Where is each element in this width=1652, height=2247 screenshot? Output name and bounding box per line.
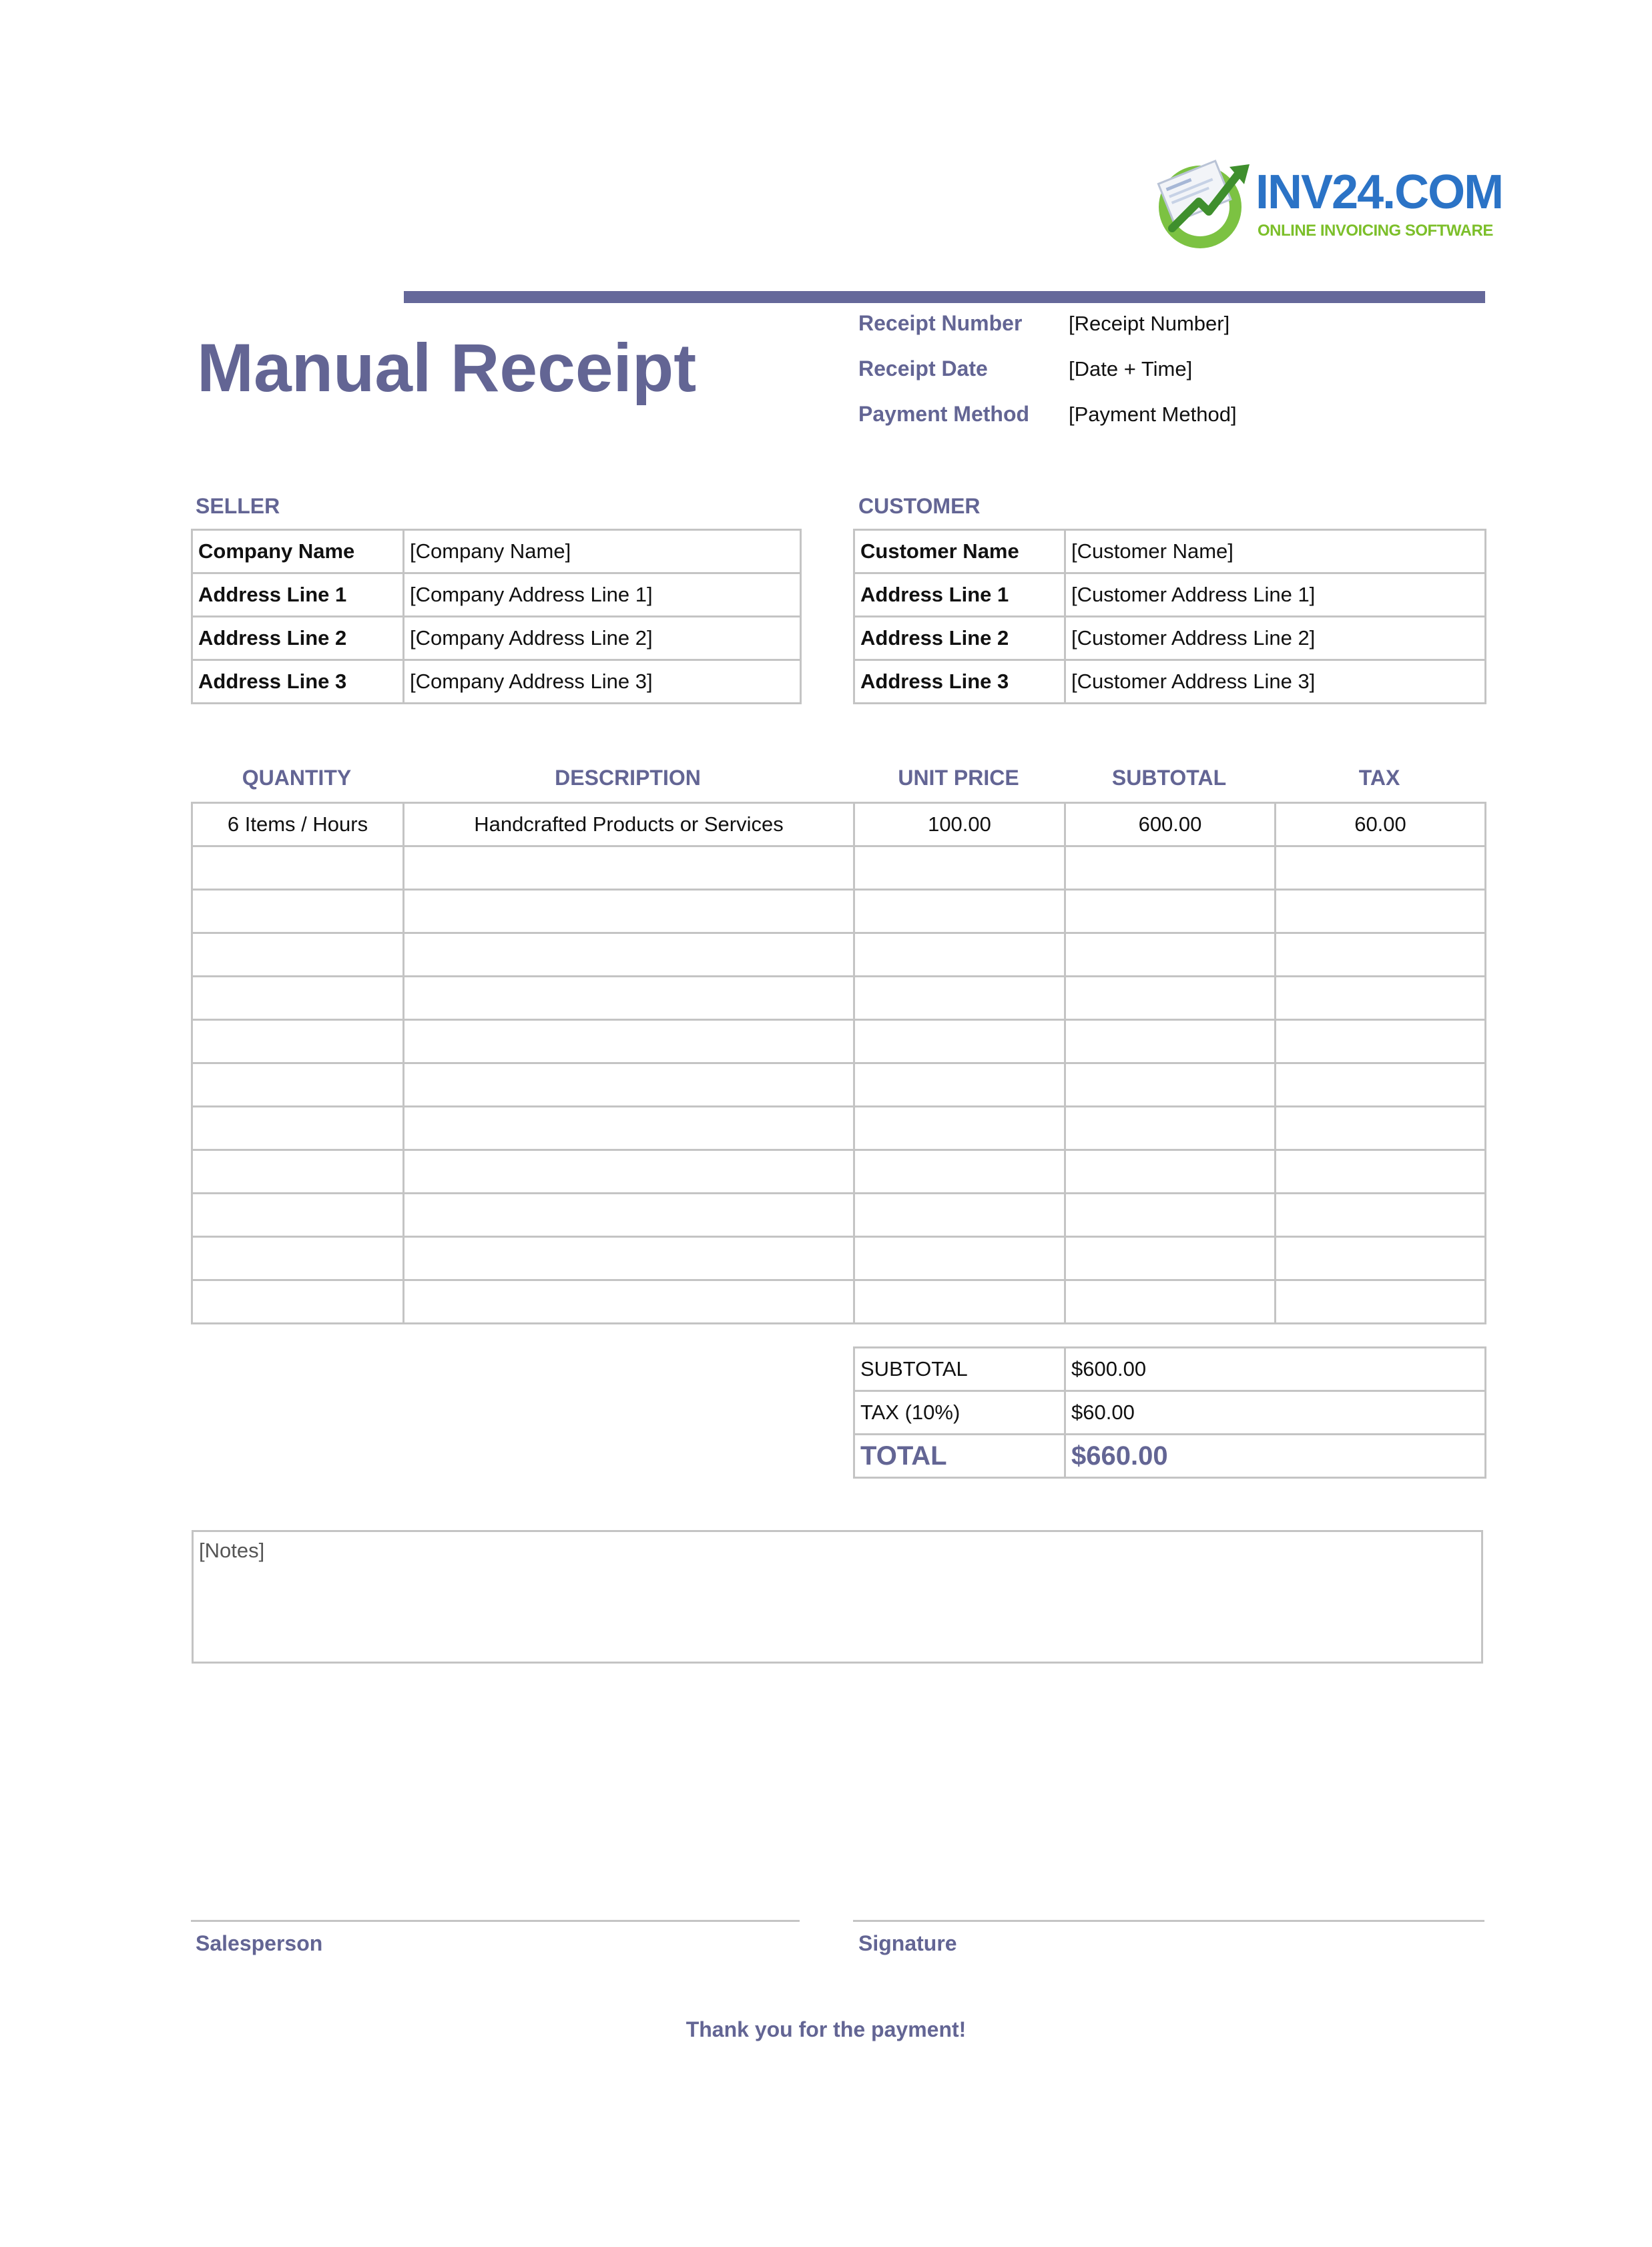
cell-unit-price [854, 890, 1065, 933]
cell-tax [1276, 933, 1486, 977]
signature-label: Signature [858, 1931, 957, 1955]
receipt-number-label: Receipt Number [858, 311, 1023, 335]
total-value: $660.00 [1065, 1435, 1486, 1478]
cell-tax [1276, 890, 1486, 933]
customer-name-label: Customer Name [854, 530, 1065, 573]
column-header-tax: TAX [1358, 766, 1400, 790]
cell-unit-price [854, 1194, 1065, 1237]
cell-quantity [192, 890, 404, 933]
table-row [192, 1150, 1486, 1194]
customer-address-1-label: Address Line 1 [854, 573, 1065, 617]
total-row [854, 1435, 1486, 1478]
payment-method-value: [Payment Method] [1069, 403, 1237, 426]
cell-description [404, 890, 854, 933]
receipt-number-value: [Receipt Number] [1069, 312, 1230, 335]
cell-description [404, 1194, 854, 1237]
cell-quantity [192, 1020, 404, 1063]
cell-unit-price [854, 1107, 1065, 1150]
subtotal-label: SUBTOTAL [854, 1348, 1065, 1391]
table-row [192, 1194, 1486, 1237]
customer-heading: CUSTOMER [858, 494, 981, 518]
tax-row [854, 1391, 1486, 1435]
seller-address-2-value: [Company Address Line 2] [404, 617, 801, 660]
cell-subtotal [1065, 1020, 1276, 1063]
cell-unit-price [854, 1280, 1065, 1324]
logo-emblem-icon [1152, 155, 1252, 255]
notes-text: [Notes] [199, 1539, 265, 1562]
table-row [854, 617, 1486, 660]
cell-description [404, 1107, 854, 1150]
cell-subtotal [1065, 1280, 1276, 1324]
cell-tax [1276, 1063, 1486, 1107]
cell-description: Handcrafted Products or Services [404, 803, 854, 846]
seller-address-3-value: [Company Address Line 3] [404, 660, 801, 704]
column-header-description: DESCRIPTION [555, 766, 701, 790]
table-row [854, 530, 1486, 573]
table-row [192, 803, 1486, 846]
tax-label: TAX (10%) [854, 1391, 1065, 1435]
table-row [192, 977, 1486, 1020]
cell-quantity [192, 933, 404, 977]
cell-description [404, 977, 854, 1020]
cell-subtotal [1065, 1063, 1276, 1107]
cell-quantity [192, 1280, 404, 1324]
logo-brand-text: INV24.COM [1256, 166, 1503, 219]
table-row [192, 660, 801, 704]
cell-unit-price [854, 1063, 1065, 1107]
cell-tax [1276, 1020, 1486, 1063]
logo-tagline: ONLINE INVOICING SOFTWARE [1258, 222, 1493, 240]
cell-subtotal [1065, 933, 1276, 977]
salesperson-label: Salesperson [196, 1931, 323, 1955]
table-row [192, 1280, 1486, 1324]
receipt-date-value: [Date + Time] [1069, 357, 1193, 381]
customer-address-1-value: [Customer Address Line 1] [1065, 573, 1486, 617]
table-row [192, 530, 801, 573]
subtotal-row [854, 1348, 1486, 1391]
cell-tax [1276, 977, 1486, 1020]
cell-quantity [192, 1194, 404, 1237]
seller-company-name-label: Company Name [192, 530, 404, 573]
table-row [192, 1063, 1486, 1107]
seller-company-name-value: [Company Name] [404, 530, 801, 573]
seller-address-3-label: Address Line 3 [192, 660, 404, 704]
column-header-quantity: QUANTITY [242, 766, 352, 790]
tax-value: $60.00 [1065, 1391, 1486, 1435]
cell-quantity: 6 Items / Hours [192, 803, 404, 846]
page-title: Manual Receipt [197, 330, 697, 406]
seller-address-1-value: [Company Address Line 1] [404, 573, 801, 617]
payment-method-label: Payment Method [858, 402, 1030, 426]
column-header-unit-price: UNIT PRICE [898, 766, 1019, 790]
cell-quantity [192, 977, 404, 1020]
cell-tax [1276, 1150, 1486, 1194]
cell-description [404, 1237, 854, 1280]
customer-address-2-label: Address Line 2 [854, 617, 1065, 660]
cell-subtotal [1065, 890, 1276, 933]
cell-tax [1276, 1107, 1486, 1150]
cell-quantity [192, 1237, 404, 1280]
table-row [192, 1020, 1486, 1063]
cell-unit-price [854, 1237, 1065, 1280]
notes-box[interactable] [192, 1530, 1483, 1664]
total-label: TOTAL [854, 1435, 1065, 1478]
cell-tax [1276, 1194, 1486, 1237]
cell-quantity [192, 1150, 404, 1194]
cell-unit-price [854, 846, 1065, 890]
table-row [192, 573, 801, 617]
cell-quantity [192, 1063, 404, 1107]
cell-tax [1276, 1280, 1486, 1324]
table-row [192, 1107, 1486, 1150]
cell-description [404, 1063, 854, 1107]
customer-address-3-label: Address Line 3 [854, 660, 1065, 704]
seller-address-2-label: Address Line 2 [192, 617, 404, 660]
receipt-date-label: Receipt Date [858, 356, 988, 381]
subtotal-value: $600.00 [1065, 1348, 1486, 1391]
cell-tax [1276, 846, 1486, 890]
cell-subtotal [1065, 846, 1276, 890]
cell-subtotal [1065, 1194, 1276, 1237]
table-row [192, 617, 801, 660]
cell-unit-price [854, 1020, 1065, 1063]
cell-description [404, 846, 854, 890]
cell-tax: 60.00 [1276, 803, 1486, 846]
cell-subtotal [1065, 1150, 1276, 1194]
cell-description [404, 933, 854, 977]
cell-quantity [192, 1107, 404, 1150]
thank-you-message: Thank you for the payment! [685, 2017, 967, 2041]
signature-line [853, 1920, 1484, 1922]
customer-name-value: [Customer Name] [1065, 530, 1486, 573]
customer-address-2-value: [Customer Address Line 2] [1065, 617, 1486, 660]
cell-unit-price [854, 933, 1065, 977]
inv24-logo [1152, 155, 1503, 255]
table-row [192, 846, 1486, 890]
seller-table [191, 529, 802, 704]
column-header-subtotal: SUBTOTAL [1111, 766, 1227, 790]
cell-subtotal [1065, 1107, 1276, 1150]
cell-description [404, 1280, 854, 1324]
seller-heading: SELLER [196, 494, 280, 518]
items-table [191, 802, 1486, 1324]
seller-address-1-label: Address Line 1 [192, 573, 404, 617]
cell-unit-price: 100.00 [854, 803, 1065, 846]
table-row [192, 890, 1486, 933]
header-rule [404, 291, 1485, 303]
table-row [854, 573, 1486, 617]
table-row [192, 1237, 1486, 1280]
table-row [192, 933, 1486, 977]
cell-subtotal [1065, 1237, 1276, 1280]
cell-description [404, 1020, 854, 1063]
customer-address-3-value: [Customer Address Line 3] [1065, 660, 1486, 704]
cell-unit-price [854, 1150, 1065, 1194]
customer-table [853, 529, 1486, 704]
totals-table [853, 1346, 1486, 1479]
cell-description [404, 1150, 854, 1194]
cell-quantity [192, 846, 404, 890]
cell-tax [1276, 1237, 1486, 1280]
cell-subtotal: 600.00 [1065, 803, 1276, 846]
cell-subtotal [1065, 977, 1276, 1020]
salesperson-line [191, 1920, 800, 1922]
cell-unit-price [854, 977, 1065, 1020]
table-row [854, 660, 1486, 704]
